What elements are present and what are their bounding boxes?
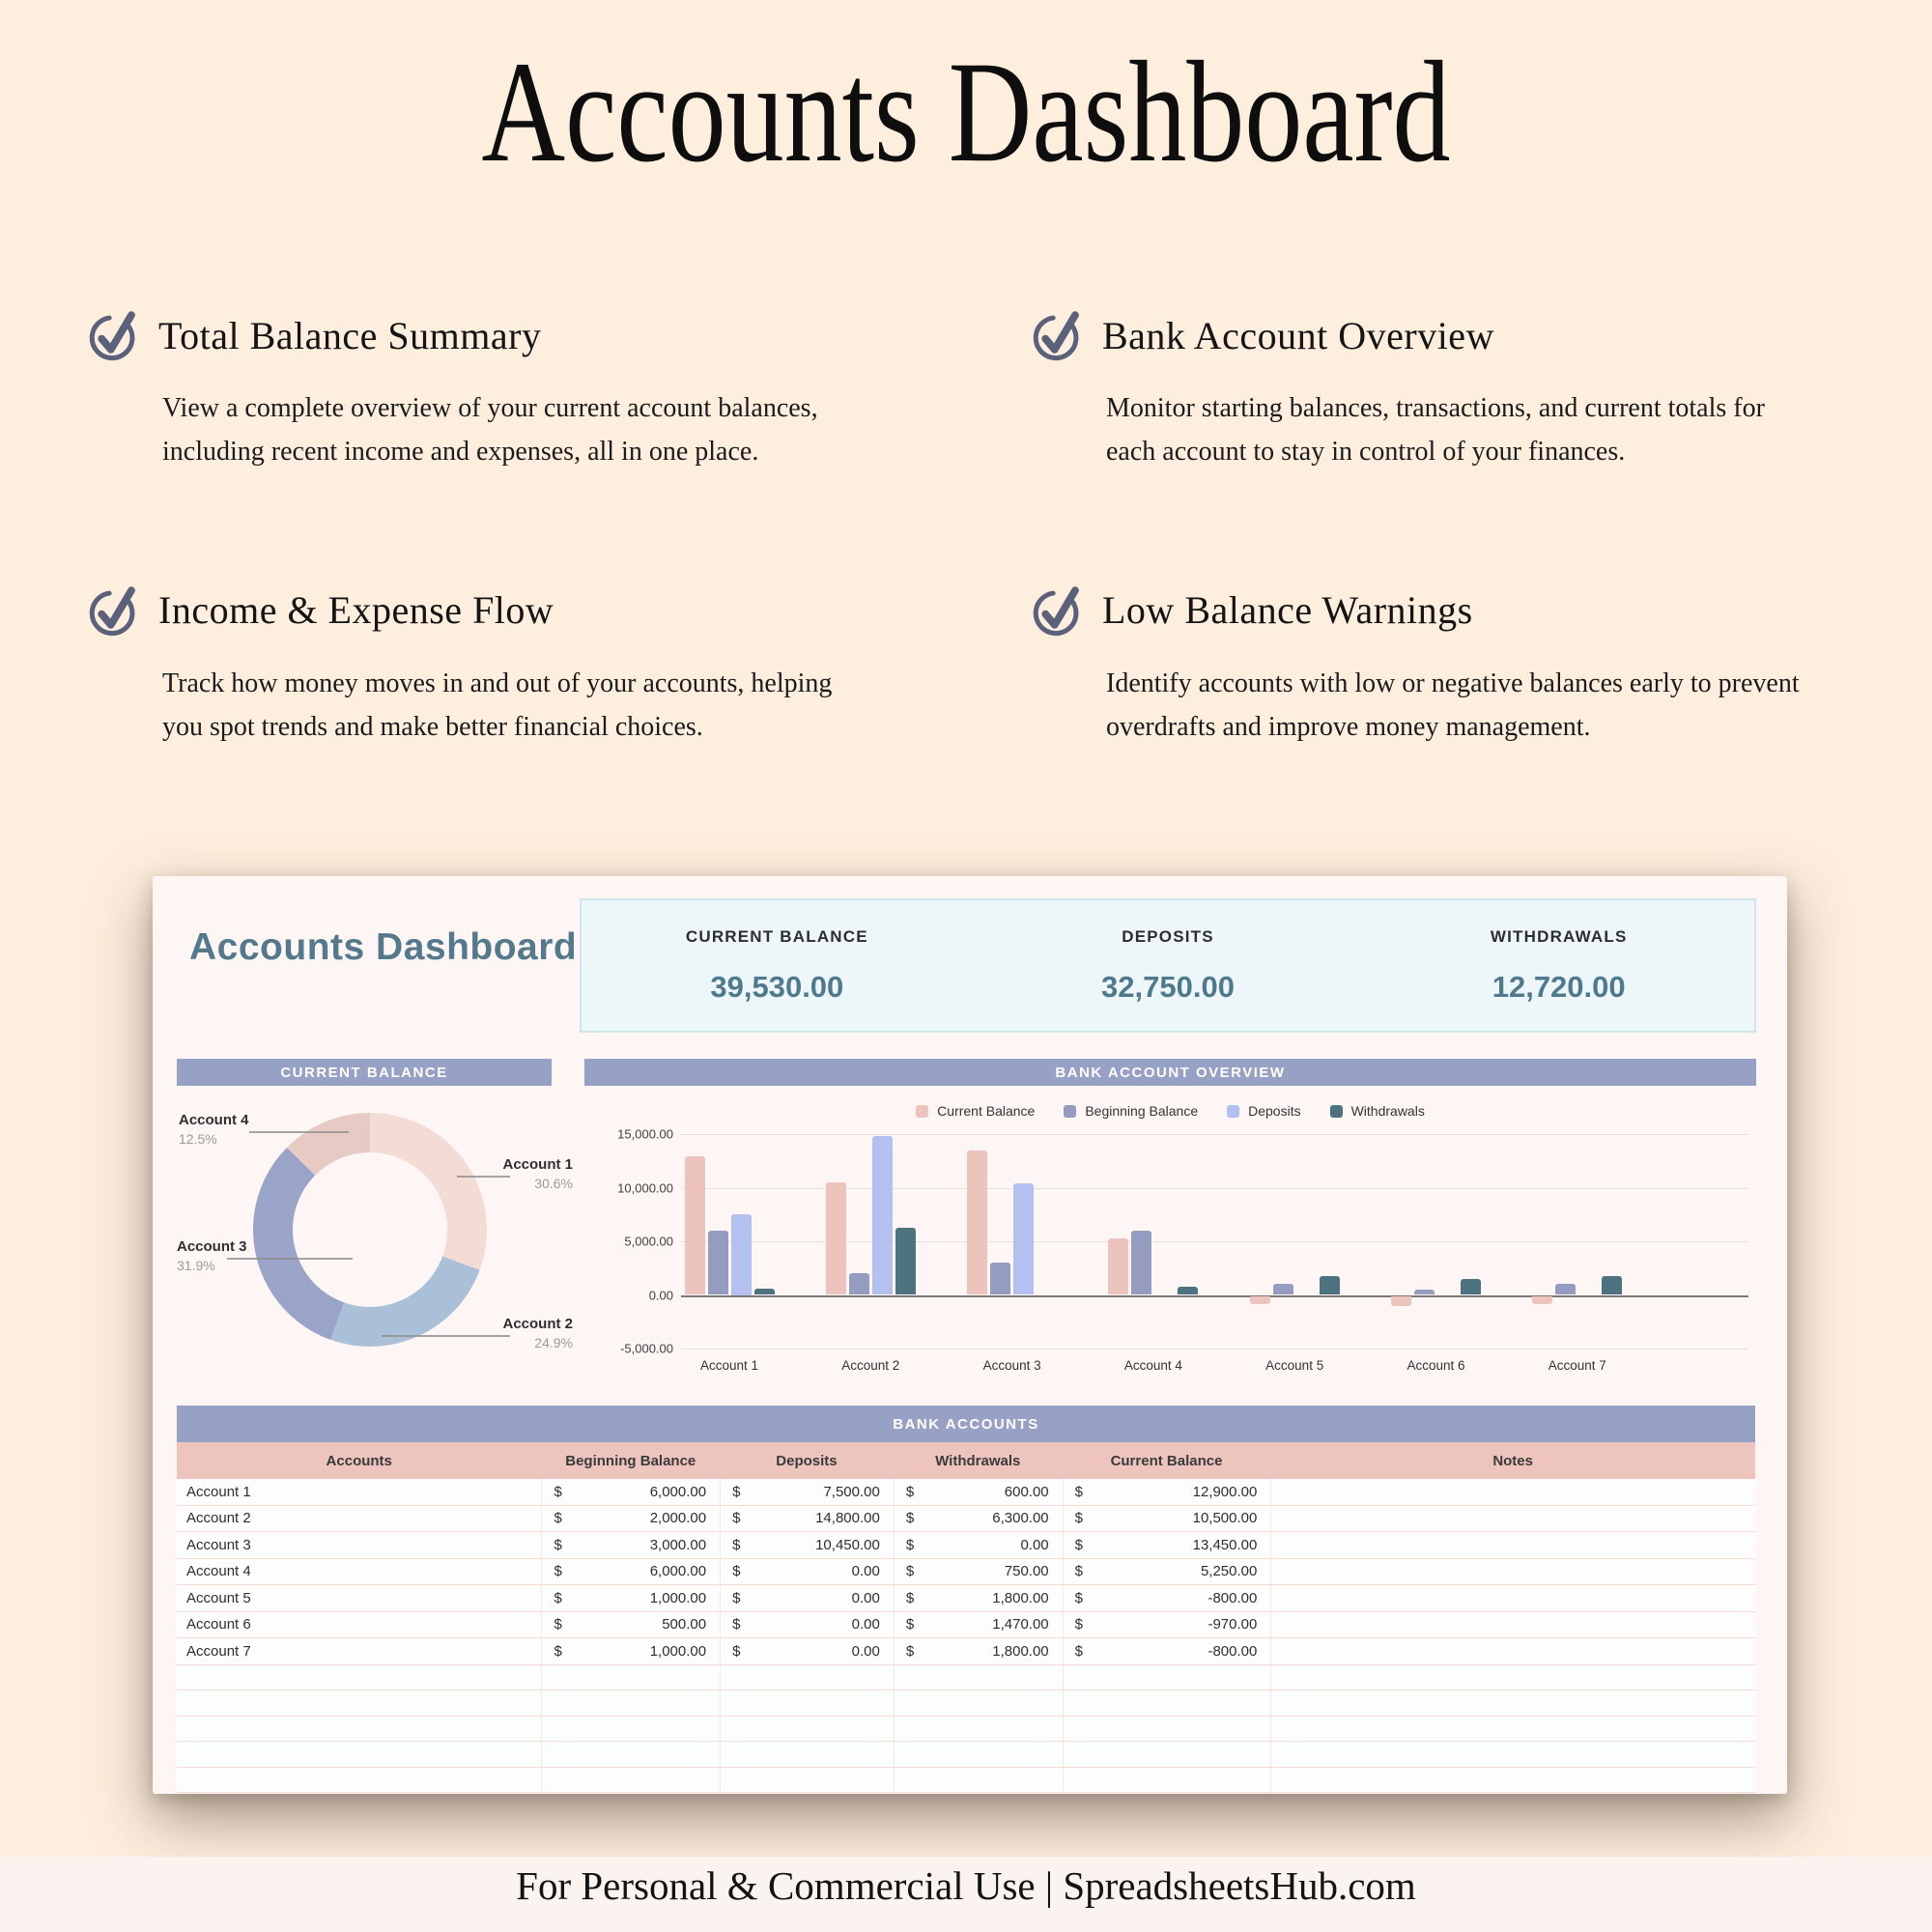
cell-beginning bbox=[541, 1532, 720, 1558]
table-row-4 bbox=[177, 1559, 1755, 1586]
empty-cell bbox=[1270, 1742, 1755, 1767]
empty-cell bbox=[541, 1717, 720, 1742]
x-axis-label: Account 7 bbox=[1548, 1358, 1606, 1373]
cell-deposits bbox=[720, 1506, 894, 1532]
empty-cell bbox=[177, 1742, 541, 1767]
y-axis-tick: 15,000.00 bbox=[617, 1126, 673, 1142]
donut-label-name: Account 4 bbox=[179, 1112, 249, 1128]
cell-current bbox=[1063, 1612, 1271, 1638]
table-header-cell-withdrawals: Withdrawals bbox=[935, 1452, 1021, 1469]
cell-account-name: Account 6 bbox=[186, 1616, 251, 1634]
table-empty-row bbox=[177, 1742, 1755, 1768]
currency-symbol: $ bbox=[732, 1563, 741, 1580]
empty-cell bbox=[720, 1768, 894, 1793]
feature-description: Track how money moves in and out of your accounts, helping you spot trends and make better financial choices. bbox=[162, 668, 833, 743]
panel-header-current-balance: CURRENT BALANCE bbox=[177, 1059, 552, 1086]
checkmark-icon bbox=[1029, 307, 1085, 363]
legend-label: Current Balance bbox=[937, 1103, 1036, 1119]
cell-current bbox=[1063, 1638, 1271, 1664]
donut-label-name: Account 3 bbox=[177, 1238, 247, 1255]
bar-account3-1 bbox=[990, 1263, 1010, 1294]
summary-value: 39,530.00 bbox=[710, 969, 844, 1004]
feature-list bbox=[85, 307, 1853, 749]
table-header-cell-beginning-balance: Beginning Balance bbox=[565, 1452, 696, 1469]
feature-head bbox=[1029, 307, 1853, 363]
amount-value: -800.00 bbox=[1208, 1642, 1258, 1660]
amount-value: 6,000.00 bbox=[649, 1483, 707, 1500]
table-header-cell-accounts: Accounts bbox=[326, 1452, 392, 1469]
donut-callout-line bbox=[457, 1176, 510, 1178]
summary-label: CURRENT BALANCE bbox=[685, 926, 868, 946]
currency-symbol: $ bbox=[1074, 1616, 1083, 1634]
empty-cell bbox=[541, 1742, 720, 1767]
currency-symbol: $ bbox=[554, 1510, 562, 1527]
cell-account-name: Account 2 bbox=[186, 1510, 251, 1527]
currency-symbol: $ bbox=[554, 1616, 562, 1634]
empty-cell bbox=[177, 1768, 541, 1793]
empty-cell bbox=[1063, 1690, 1271, 1716]
x-axis-label: Account 1 bbox=[699, 1358, 759, 1373]
cell-withdrawals bbox=[894, 1532, 1063, 1558]
empty-cell bbox=[720, 1717, 894, 1742]
gridline bbox=[681, 1134, 1748, 1135]
cell-deposits bbox=[720, 1585, 894, 1611]
feature-description: Identify accounts with low or negative balances early to prevent overdrafts and improve money management. bbox=[1106, 668, 1800, 743]
table-row-5 bbox=[177, 1585, 1755, 1612]
table-header-cell-notes: Notes bbox=[1492, 1452, 1533, 1469]
empty-cell bbox=[1270, 1768, 1755, 1793]
empty-cell bbox=[177, 1665, 541, 1690]
amount-value: 600.00 bbox=[1004, 1483, 1049, 1500]
donut-label-1 bbox=[467, 1155, 573, 1192]
empty-cell bbox=[1063, 1768, 1271, 1793]
feature-item-3 bbox=[85, 582, 1029, 750]
feature-head bbox=[85, 582, 1029, 639]
amount-value: 1,800.00 bbox=[992, 1642, 1049, 1660]
cell-account-name: Account 3 bbox=[186, 1536, 251, 1553]
gridline bbox=[681, 1349, 1748, 1350]
bar-account7-1 bbox=[1555, 1284, 1576, 1294]
donut-label-percent: 12.5% bbox=[179, 1130, 217, 1147]
dashboard-title: Accounts Dashboard bbox=[189, 926, 578, 968]
empty-cell bbox=[720, 1690, 894, 1716]
table-header-cell-current-balance: Current Balance bbox=[1110, 1452, 1223, 1469]
legend-swatch bbox=[1227, 1105, 1239, 1118]
cell-notes bbox=[1270, 1506, 1755, 1532]
cell-deposits bbox=[720, 1479, 894, 1505]
amount-value: 0.00 bbox=[851, 1563, 880, 1580]
amount-value: 10,500.00 bbox=[1192, 1510, 1258, 1527]
y-axis-tick: 0.00 bbox=[648, 1288, 673, 1302]
bar-account5-1 bbox=[1273, 1284, 1293, 1294]
donut-chart bbox=[177, 1086, 573, 1404]
cell-notes bbox=[1270, 1612, 1755, 1638]
donut-label-name: Account 2 bbox=[502, 1316, 573, 1332]
currency-symbol: $ bbox=[732, 1536, 741, 1553]
cell-notes bbox=[1270, 1638, 1755, 1664]
bar-account6-1 bbox=[1414, 1290, 1435, 1295]
cell-beginning bbox=[541, 1559, 720, 1585]
cell-notes bbox=[1270, 1585, 1755, 1611]
bar-account7-0 bbox=[1532, 1296, 1552, 1305]
summary-value: 32,750.00 bbox=[1101, 969, 1235, 1004]
feature-description: Monitor starting balances, transactions, and current totals for each account to stay in control of your finances. bbox=[1106, 393, 1765, 468]
currency-symbol: $ bbox=[554, 1563, 562, 1580]
amount-value: 0.00 bbox=[851, 1589, 880, 1606]
cell-deposits bbox=[720, 1559, 894, 1585]
amount-value: 2,000.00 bbox=[649, 1510, 707, 1527]
currency-symbol: $ bbox=[1074, 1483, 1083, 1500]
feature-title: Low Balance Warnings bbox=[1102, 588, 1473, 633]
bar-account6-3 bbox=[1461, 1279, 1481, 1294]
empty-cell bbox=[541, 1665, 720, 1690]
currency-symbol: $ bbox=[905, 1642, 915, 1660]
legend-item-4 bbox=[1330, 1103, 1425, 1119]
y-axis-tick: 10,000.00 bbox=[617, 1180, 673, 1195]
empty-cell bbox=[541, 1768, 720, 1793]
currency-symbol: $ bbox=[732, 1589, 741, 1606]
bar-account1-2 bbox=[731, 1214, 752, 1294]
empty-cell bbox=[1270, 1665, 1755, 1690]
cell-account-name: Account 5 bbox=[186, 1589, 251, 1606]
checkmark-icon bbox=[85, 307, 141, 363]
bar-account2-0 bbox=[826, 1182, 846, 1295]
empty-cell bbox=[894, 1690, 1063, 1716]
bar-account2-3 bbox=[895, 1228, 916, 1295]
amount-value: 500.00 bbox=[662, 1616, 707, 1634]
legend-label: Deposits bbox=[1248, 1103, 1301, 1119]
table-row-7 bbox=[177, 1638, 1755, 1665]
empty-cell bbox=[177, 1717, 541, 1742]
amount-value: 10,450.00 bbox=[815, 1536, 880, 1553]
amount-value: 3,000.00 bbox=[649, 1536, 707, 1553]
currency-symbol: $ bbox=[905, 1616, 915, 1634]
donut-ring bbox=[253, 1113, 487, 1347]
amount-value: 5,250.00 bbox=[1200, 1563, 1258, 1580]
feature-title: Total Balance Summary bbox=[158, 313, 542, 357]
empty-cell bbox=[894, 1717, 1063, 1742]
cell-beginning bbox=[541, 1479, 720, 1505]
table-empty-row bbox=[177, 1717, 1755, 1743]
cell-beginning bbox=[541, 1506, 720, 1532]
donut-label-percent: 24.9% bbox=[534, 1334, 573, 1350]
cell-withdrawals bbox=[894, 1479, 1063, 1505]
cell-withdrawals bbox=[894, 1559, 1063, 1585]
page-title: Accounts Dashboard bbox=[481, 32, 1451, 192]
amount-value: 0.00 bbox=[851, 1616, 880, 1634]
legend-label: Withdrawals bbox=[1350, 1103, 1425, 1119]
x-axis-label: Account 2 bbox=[841, 1358, 900, 1373]
cell-deposits bbox=[720, 1638, 894, 1664]
cell-notes bbox=[1270, 1479, 1755, 1505]
table-title-band: BANK ACCOUNTS bbox=[177, 1406, 1755, 1442]
empty-cell bbox=[720, 1742, 894, 1767]
gridline bbox=[681, 1295, 1748, 1297]
bar-account1-3 bbox=[754, 1289, 775, 1295]
amount-value: 1,000.00 bbox=[649, 1589, 707, 1606]
bar-account4-3 bbox=[1178, 1287, 1198, 1294]
table-row-2 bbox=[177, 1506, 1755, 1533]
currency-symbol: $ bbox=[905, 1483, 915, 1500]
cell-beginning bbox=[541, 1612, 720, 1638]
empty-cell bbox=[541, 1690, 720, 1716]
amount-value: 1,470.00 bbox=[992, 1616, 1049, 1634]
feature-title: Bank Account Overview bbox=[1102, 313, 1494, 357]
currency-symbol: $ bbox=[905, 1510, 915, 1527]
amount-value: 1,000.00 bbox=[649, 1642, 707, 1660]
cell-current bbox=[1063, 1479, 1271, 1505]
bar-account5-0 bbox=[1250, 1296, 1270, 1305]
bar-account5-3 bbox=[1320, 1276, 1340, 1295]
empty-cell bbox=[894, 1742, 1063, 1767]
x-axis-label: Account 4 bbox=[1123, 1358, 1182, 1373]
bar-account2-1 bbox=[849, 1273, 869, 1294]
currency-symbol: $ bbox=[1074, 1536, 1083, 1553]
summary-label: DEPOSITS bbox=[1122, 926, 1214, 946]
summary-item-2 bbox=[973, 900, 1364, 1031]
currency-symbol: $ bbox=[1074, 1589, 1083, 1606]
currency-symbol: $ bbox=[732, 1616, 741, 1634]
feature-description: View a complete overview of your current account balances, including recent income and expenses, all in one place. bbox=[162, 393, 818, 468]
cell-account-name: Account 1 bbox=[186, 1483, 251, 1500]
table-empty-row bbox=[177, 1665, 1755, 1691]
cell-account-name: Account 4 bbox=[186, 1563, 251, 1580]
cell-beginning bbox=[541, 1638, 720, 1664]
summary-label: WITHDRAWALS bbox=[1490, 926, 1628, 946]
legend-item-2 bbox=[1064, 1103, 1198, 1119]
empty-cell bbox=[1270, 1717, 1755, 1742]
empty-cell bbox=[1063, 1742, 1271, 1767]
table-row-6 bbox=[177, 1612, 1755, 1639]
bar-account6-0 bbox=[1391, 1296, 1411, 1307]
cell-account-name: Account 7 bbox=[186, 1642, 251, 1660]
panel-header-bank-account-overview: BANK ACCOUNT OVERVIEW bbox=[584, 1059, 1756, 1086]
empty-cell bbox=[894, 1665, 1063, 1690]
amount-value: 7,500.00 bbox=[823, 1483, 880, 1500]
table-empty-row bbox=[177, 1768, 1755, 1794]
amount-value: 14,800.00 bbox=[815, 1510, 880, 1527]
cell-withdrawals bbox=[894, 1506, 1063, 1532]
feature-item-4 bbox=[1029, 582, 1853, 750]
summary-item-1 bbox=[582, 900, 973, 1031]
table-body bbox=[177, 1479, 1755, 1793]
legend-swatch bbox=[916, 1105, 928, 1118]
donut-label-4 bbox=[179, 1111, 285, 1148]
bar-account2-2 bbox=[872, 1136, 893, 1294]
cell-current bbox=[1063, 1559, 1271, 1585]
bar-account4-1 bbox=[1131, 1231, 1151, 1295]
legend-swatch bbox=[1064, 1105, 1076, 1118]
cell-beginning bbox=[541, 1585, 720, 1611]
donut-label-name: Account 1 bbox=[502, 1156, 573, 1173]
currency-symbol: $ bbox=[732, 1642, 741, 1660]
cell-current bbox=[1063, 1585, 1271, 1611]
chart-legend bbox=[584, 1103, 1756, 1119]
cell-deposits bbox=[720, 1612, 894, 1638]
checkmark-icon bbox=[85, 582, 141, 639]
currency-symbol: $ bbox=[554, 1589, 562, 1606]
x-axis-label: Account 3 bbox=[982, 1358, 1041, 1373]
amount-value: -970.00 bbox=[1208, 1616, 1258, 1634]
x-axis-label: Account 5 bbox=[1265, 1358, 1324, 1373]
cell-notes bbox=[1270, 1559, 1755, 1585]
cell-withdrawals bbox=[894, 1585, 1063, 1611]
bar-account1-0 bbox=[685, 1156, 705, 1294]
summary-card bbox=[580, 898, 1756, 1033]
amount-value: 1,800.00 bbox=[992, 1589, 1049, 1606]
legend-item-3 bbox=[1227, 1103, 1300, 1119]
amount-value: 750.00 bbox=[1004, 1563, 1049, 1580]
amount-value: -800.00 bbox=[1208, 1589, 1258, 1606]
currency-symbol: $ bbox=[554, 1483, 562, 1500]
feature-item-2 bbox=[1029, 307, 1853, 474]
bar-account1-1 bbox=[708, 1231, 728, 1295]
amount-value: 6,000.00 bbox=[649, 1563, 707, 1580]
donut-callout-line bbox=[227, 1258, 353, 1260]
feature-head bbox=[85, 307, 1029, 363]
donut-label-3 bbox=[177, 1237, 283, 1274]
amount-value: 0.00 bbox=[851, 1642, 880, 1660]
x-axis-label: Account 6 bbox=[1406, 1358, 1465, 1373]
empty-cell bbox=[1063, 1665, 1271, 1690]
amount-value: 0.00 bbox=[1020, 1536, 1049, 1553]
cell-notes bbox=[1270, 1532, 1755, 1558]
empty-cell bbox=[894, 1768, 1063, 1793]
table-row-1 bbox=[177, 1479, 1755, 1506]
currency-symbol: $ bbox=[905, 1536, 915, 1553]
feature-head bbox=[1029, 582, 1853, 639]
bar-account7-3 bbox=[1602, 1276, 1622, 1295]
y-axis-tick: -5,000.00 bbox=[620, 1341, 673, 1356]
amount-value: 13,450.00 bbox=[1192, 1536, 1258, 1553]
bar-chart bbox=[584, 1086, 1756, 1404]
empty-cell bbox=[720, 1665, 894, 1690]
table-header-cell-deposits: Deposits bbox=[776, 1452, 838, 1469]
currency-symbol: $ bbox=[1074, 1563, 1083, 1580]
legend-swatch bbox=[1330, 1105, 1343, 1118]
donut-callout-line bbox=[249, 1131, 349, 1133]
empty-cell bbox=[177, 1690, 541, 1716]
feature-title: Income & Expense Flow bbox=[158, 588, 554, 633]
amount-value: 6,300.00 bbox=[992, 1510, 1049, 1527]
cell-current bbox=[1063, 1506, 1271, 1532]
y-axis-tick: 5,000.00 bbox=[624, 1234, 673, 1249]
bar-account4-0 bbox=[1108, 1238, 1128, 1294]
empty-cell bbox=[1270, 1690, 1755, 1716]
footer-text: For Personal & Commercial Use | SpreadsheetsHub.com bbox=[516, 1863, 1416, 1908]
currency-symbol: $ bbox=[732, 1510, 741, 1527]
summary-value: 12,720.00 bbox=[1492, 969, 1626, 1004]
dashboard-card bbox=[153, 876, 1787, 1794]
bar-account3-0 bbox=[967, 1151, 987, 1294]
currency-symbol: $ bbox=[554, 1536, 562, 1553]
donut-label-2 bbox=[467, 1315, 573, 1351]
summary-item-3 bbox=[1363, 900, 1754, 1031]
donut-label-percent: 30.6% bbox=[534, 1175, 573, 1191]
currency-symbol: $ bbox=[905, 1563, 915, 1580]
legend-label: Beginning Balance bbox=[1085, 1103, 1199, 1119]
feature-item-1 bbox=[85, 307, 1029, 474]
empty-cell bbox=[1063, 1717, 1271, 1742]
donut-label-percent: 31.9% bbox=[177, 1257, 215, 1273]
bar-account3-2 bbox=[1013, 1183, 1034, 1295]
currency-symbol: $ bbox=[1074, 1510, 1083, 1527]
amount-value: 12,900.00 bbox=[1192, 1483, 1258, 1500]
currency-symbol: $ bbox=[905, 1589, 915, 1606]
cell-withdrawals bbox=[894, 1638, 1063, 1664]
table-empty-row bbox=[177, 1690, 1755, 1717]
cell-deposits bbox=[720, 1532, 894, 1558]
currency-symbol: $ bbox=[554, 1642, 562, 1660]
table-header-row bbox=[177, 1442, 1755, 1479]
legend-item-1 bbox=[916, 1103, 1035, 1119]
checkmark-icon bbox=[1029, 582, 1085, 639]
donut-callout-line bbox=[382, 1335, 510, 1337]
currency-symbol: $ bbox=[1074, 1642, 1083, 1660]
table-row-3 bbox=[177, 1532, 1755, 1559]
cell-current bbox=[1063, 1532, 1271, 1558]
cell-withdrawals bbox=[894, 1612, 1063, 1638]
currency-symbol: $ bbox=[732, 1483, 741, 1500]
